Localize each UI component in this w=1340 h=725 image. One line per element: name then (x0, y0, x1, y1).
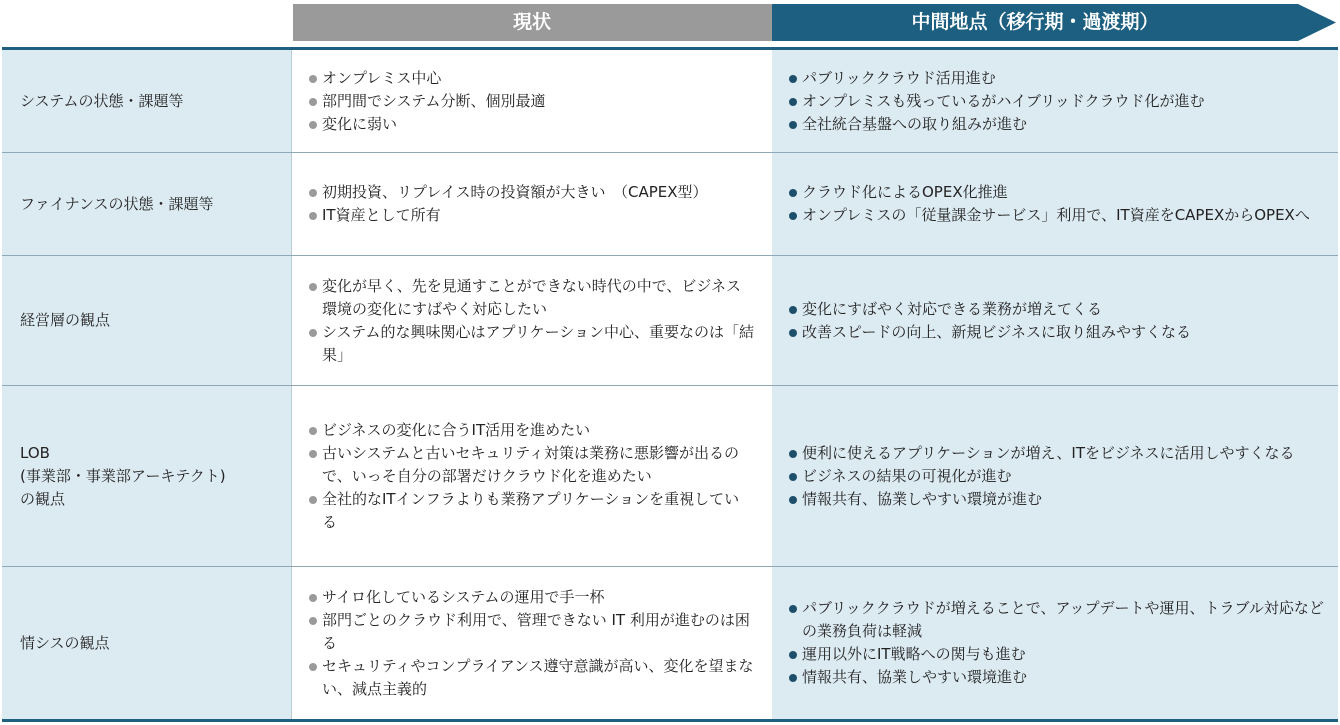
list-item: 改善スピードの向上、新規ビジネスに取り組みやすくなる (788, 321, 1330, 344)
row-label: システムの状態・課題等 (2, 50, 292, 152)
middle-cell (772, 153, 1338, 255)
table-row (2, 50, 1338, 153)
list-item: 部門間でシステム分断、個別最適 (308, 90, 754, 113)
current-cell (292, 50, 772, 152)
list-item: 古いシステムと古いセキュリティ対策は業務に悪影響が出るので、いっそ自分の部署だけクラウド化を進めたい (308, 442, 754, 488)
list-item: パブリッククラウドが増えることで、アップデートや運用、トラブル対応などの業務負荷は軽減 (788, 597, 1330, 643)
list-item: パブリッククラウド活用進む (788, 67, 1330, 90)
table-row (2, 256, 1338, 386)
middle-cell (772, 386, 1338, 566)
list-item: 運用以外にIT戦略への関与も進む (788, 643, 1330, 666)
list-item: 情報共有、協業しやすい環境が進む (788, 488, 1330, 511)
middle-cell (772, 567, 1338, 719)
row-label: LOB (事業部・事業部アーキテクト) の観点 (2, 386, 292, 566)
list-item: システム的な興味関心はアプリケーション中心、重要なのは「結果」 (308, 321, 754, 367)
list-item: 初期投資、リプレイス時の投資額が大きい （CAPEX型） (308, 181, 754, 204)
list-item: オンプレミスの「従量課金サービス」利用で、IT資産をCAPEXからOPEXへ (788, 204, 1330, 227)
list-item: サイロ化しているシステムの運用で手一杯 (308, 586, 754, 609)
list-item: 変化が早く、先を見通すことができない時代の中で、ビジネス環境の変化にすばやく対応したい (308, 275, 754, 321)
list-item: 変化にすばやく対応できる業務が増えてくる (788, 298, 1330, 321)
list-item: 全社的なITインフラよりも業務アプリケーションを重視している (308, 488, 754, 534)
list-item: 部門ごとのクラウド利用で、管理できない IT 利用が進むのは困る (308, 609, 754, 655)
table-row (2, 386, 1338, 567)
row-label: 情シスの観点 (2, 567, 292, 719)
list-item: オンプレミスも残っているがハイブリッドクラウド化が進む (788, 90, 1330, 113)
list-item: 情報共有、協業しやすい環境進む (788, 666, 1330, 689)
list-item: IT資産として所有 (308, 204, 754, 227)
list-item: 便利に使えるアプリケーションが増え、ITをビジネスに活用しやすくなる (788, 442, 1330, 465)
current-cell (292, 256, 772, 385)
list-item: ビジネスの変化に合うIT活用を進めたい (308, 419, 754, 442)
header-middle-label: 中間地点（移行期・過渡期） (911, 11, 1159, 33)
current-cell (292, 386, 772, 566)
header-current (293, 4, 811, 41)
middle-cell (772, 256, 1338, 385)
row-label: 経営層の観点 (2, 256, 292, 385)
table-row (2, 153, 1338, 256)
header-middle (772, 4, 1338, 41)
middle-cell (772, 50, 1338, 152)
list-item: セキュリティやコンプライアンス遵守意識が高い、変化を望まない、減点主義的 (308, 655, 754, 701)
list-item: オンプレミス中心 (308, 67, 754, 90)
list-item: ビジネスの結果の可視化が進む (788, 465, 1330, 488)
table-row (2, 567, 1338, 719)
row-label: ファイナンスの状態・課題等 (2, 153, 292, 255)
current-cell (292, 567, 772, 719)
list-item: 全社統合基盤への取り組みが進む (788, 113, 1330, 136)
comparison-table (2, 47, 1338, 722)
list-item: 変化に弱い (308, 113, 754, 136)
list-item: クラウド化によるOPEX化推進 (788, 181, 1330, 204)
header-current-label: 現状 (512, 11, 551, 33)
current-cell (292, 153, 772, 255)
